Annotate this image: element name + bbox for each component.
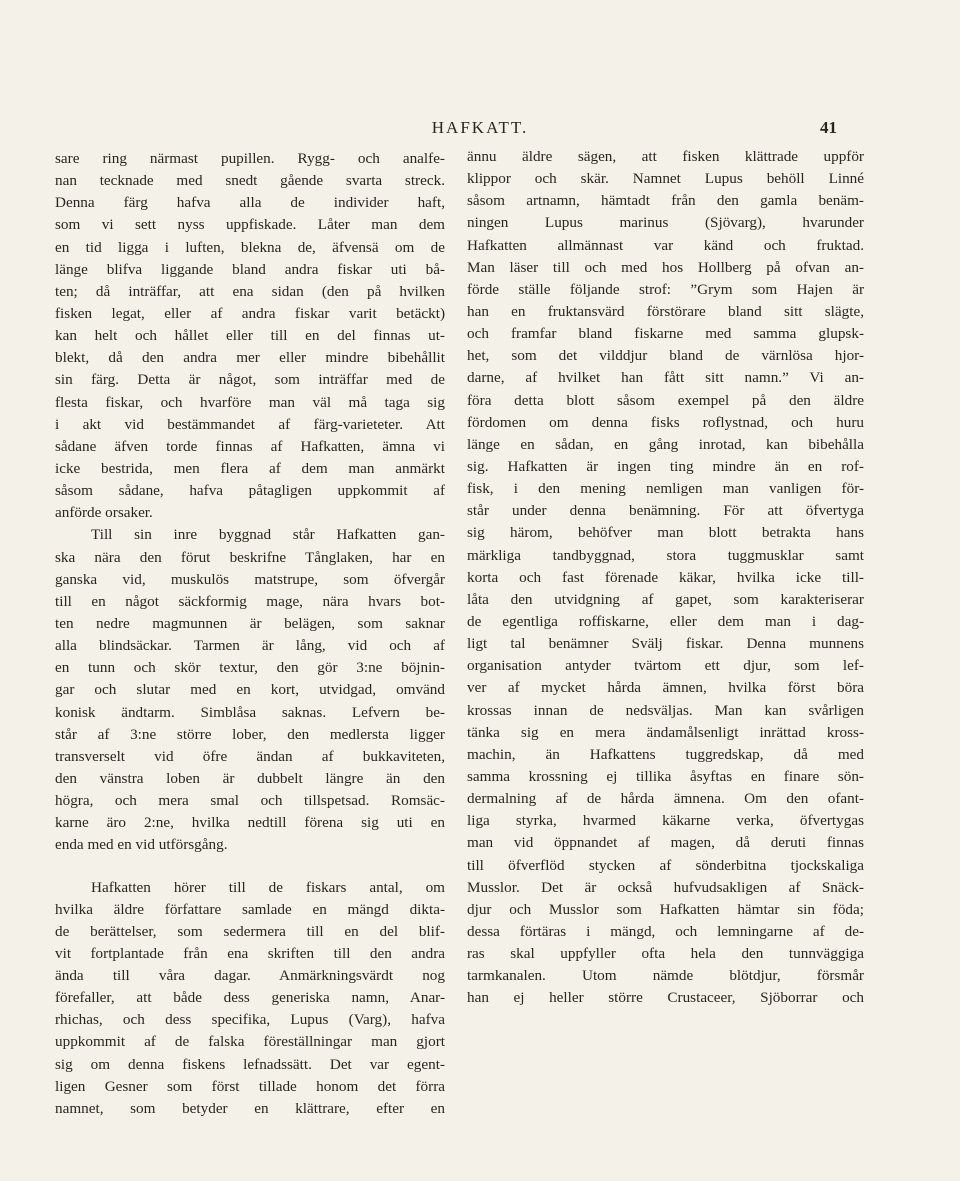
- text-line: konisk ändtarm. Simblåsa saknas. Lefvern be-: [55, 703, 445, 721]
- text-line: till en något säckformig mage, nära hvars bot-: [55, 592, 445, 610]
- text-line: uppkommit af de falska föreställningar man gjort: [55, 1033, 445, 1051]
- text-line: djur och Musslor som Hafkatten hämtar sin föda;: [467, 900, 864, 918]
- text-line: flesta fiskar, och hvarföre man väl må taga sig: [55, 393, 445, 411]
- running-title: HAFKATT.: [431, 118, 529, 137]
- text-line: en tid ligga i luften, blekna de, äfvensä om de: [55, 238, 445, 256]
- paragraph-3: [55, 877, 445, 1121]
- text-line: Hafkatten hörer till de fiskars antal, om: [91, 878, 445, 896]
- text-line: nan tecknade med snedt gående svarta streck.: [55, 172, 445, 190]
- text-line: kan helt och hållet eller till en del finnas ut-: [55, 327, 445, 345]
- text-line: darne, af hvilket han fått sitt namn.” Vi an-: [467, 369, 864, 387]
- paragraph-gap: [55, 857, 445, 877]
- text-line: dessa förtäras i mängd, och lemningarne af de-: [467, 922, 864, 940]
- text-line: sin färg. Detta är något, som inträffar med de: [55, 371, 445, 389]
- paragraph-2: [55, 524, 445, 856]
- text-line: ten; då inträffar, att ena sidan (den på hvilken: [55, 282, 445, 300]
- text-line: anförde orsaker.: [55, 504, 153, 522]
- text-line: enda med en vid utförsgång.: [55, 836, 228, 854]
- text-line: liga styrka, hvarmed käkarne verka, öfvertygas: [467, 812, 864, 830]
- text-line: tänka sig en mera ändamålsenligt inrättad kross-: [467, 723, 864, 741]
- text-line: de egentliga roffiskarne, eller dem man i dag-: [467, 612, 864, 630]
- text-line: länge blifva liggande bland andra fiskar uti bå-: [55, 260, 445, 278]
- text-line: märkliga tandbyggnad, stora tuggmusklar samt: [467, 546, 864, 564]
- left-column: [55, 148, 445, 1120]
- text-line: han en fruktansvärd förstörare bland sitt slägte,: [467, 302, 864, 320]
- text-line: organisation antyder tvärtom ett djur, som lef-: [467, 657, 864, 675]
- text-line: gar och slutar med en kort, utvidgad, omvänd: [55, 681, 445, 699]
- text-line: fisken legat, eller af andra fiskar varit betäckt): [55, 304, 445, 322]
- text-line: icke bestrida, men flera af dem man anmärkt: [55, 459, 445, 477]
- right-column: [467, 146, 864, 1009]
- text-line: i akt vid bestämmandet af färg-varieteter. Att: [55, 415, 445, 433]
- text-line: vit fortplantade från ena skriften till den andra: [55, 944, 445, 962]
- text-line: het, som det vilddjur bland de värnlösa hjor-: [467, 347, 864, 365]
- text-line: ska nära den förut beskrifne Tånglaken, har en: [55, 548, 445, 566]
- text-line: tarmkanalen. Utom nämde blötdjur, försmår: [467, 967, 864, 985]
- text-line: Hafkatten allmännast var känd och fruktad.: [467, 236, 864, 254]
- text-line: alla blindsäckar. Tarmen är lång, vid och af: [55, 637, 445, 655]
- page-number: 41: [820, 118, 837, 137]
- text-line: förde ställe följande strof: ”Grym som Hajen är: [467, 280, 864, 298]
- text-line: högra, och mera smal och tillspetsad. Romsäc-: [55, 792, 445, 810]
- text-line: såsom artnamn, hämtadt från den gamla benäm-: [467, 192, 864, 210]
- text-line: ten nedre magmunnen är belägen, som saknar: [55, 614, 445, 632]
- text-line: Musslor. Det är också hufvudsakligen af Snäck-: [467, 878, 864, 896]
- text-line: till öfverflöd stycken af sönderbitna tjockskaliga: [467, 856, 864, 874]
- text-line: han ej heller större Crustaceer, Sjöborrar och: [467, 989, 864, 1007]
- text-line: fisk, i den mening nemligen man vanligen för-: [467, 480, 864, 498]
- text-line: sig. Hafkatten är ingen ting mindre än en rof-: [467, 457, 864, 475]
- text-line: korta och fast förenade käkar, hvilka icke till-: [467, 568, 864, 586]
- text-line: en tunn och skör textur, den gör 3:ne böjnin-: [55, 659, 445, 677]
- text-line: klippor och skär. Namnet Lupus behöll Linné: [467, 170, 864, 188]
- text-line: ligen Gesner som först tillade honom det förra: [55, 1077, 445, 1095]
- text-line: rhichas, och dess specifika, Lupus (Varg), hafva: [55, 1011, 445, 1029]
- text-line: hvilka äldre författare samlade en mängd dikta-: [55, 900, 445, 918]
- text-line: de berättelser, som sedermera till en del blif-: [55, 922, 445, 940]
- text-line: transverselt vid öfre ändan af bukkaviteten,: [55, 747, 445, 765]
- text-line: sådane äfven torde finnas af Hafkatten, ämna vi: [55, 437, 445, 455]
- text-line: står under denna benämning. För att öfvertyga: [467, 502, 864, 520]
- text-line: den vänstra loben är dubbelt längre än den: [55, 769, 445, 787]
- text-line: såsom sådane, hafva påtagligen uppkommit af: [55, 482, 445, 500]
- text-line: ras skal uppfyller ofta hela den tunnväggiga: [467, 945, 864, 963]
- text-line: ningen Lupus marinus (Sjövarg), hvarunder: [467, 214, 864, 232]
- text-line: och framfar bland fiskarne med samma glupsk-: [467, 325, 864, 343]
- text-line: ligt tal benämner Svälj fiskar. Denna munnens: [467, 635, 864, 653]
- text-line: förefaller, att både dess generiska namn, Anar-: [55, 989, 445, 1007]
- text-line: samma krossning ej tillika åsyftas en finare sön-: [467, 767, 864, 785]
- text-line: krossas innan de nedsväljas. Man kan svårligen: [467, 701, 864, 719]
- text-line: sare ring närmast pupillen. Rygg- och analfe-: [55, 150, 445, 167]
- paragraph-1: [55, 148, 445, 524]
- text-line: sig härom, behöfver man blott betrakta hans: [467, 524, 864, 542]
- text-line: ver af mycket hårda ämnen, hvilka först böra: [467, 679, 864, 697]
- text-line: Man läser till och med hos Hollberg på ofvan an-: [467, 258, 864, 276]
- text-line: som vi sett nyss uppfiskade. Låter man dem: [55, 216, 445, 234]
- text-line: sig om denna fiskens lefnadssätt. Det var egent-: [55, 1055, 445, 1073]
- text-line: blekt, då den andra mer eller mindre bibehållit: [55, 349, 445, 367]
- text-line: ända till våra dagar. Anmärkningsvärdt nog: [55, 967, 445, 985]
- text-line: föra detta blott såsom exempel på den äldre: [467, 391, 864, 409]
- text-line: karne äro 2:ne, hvilka nedtill förena sig uti en: [55, 814, 445, 832]
- text-line: låta den utvidgning af gapet, som karakteriserar: [467, 590, 864, 608]
- text-line: Till sin inre byggnad står Hafkatten gan-: [91, 526, 445, 544]
- text-line: står af 3:ne större lober, den medlersta ligger: [55, 725, 445, 743]
- text-line: ännu äldre sägen, att fisken klättrade uppför: [467, 148, 864, 165]
- text-line: ganska vid, muskulös matstrupe, som öfvergår: [55, 570, 445, 588]
- text-line: machin, än Hafkattens tuggredskap, då med: [467, 745, 864, 763]
- text-line: dermalning af de hårda ämnena. Om den ofant-: [467, 790, 864, 808]
- text-line: namnet, som betyder en klättrare, efter en: [55, 1099, 445, 1117]
- text-line: Denna färg hafva alla de individer haft,: [55, 194, 445, 212]
- text-line: länge en sådan, en gång inrotad, kan bibehålla: [467, 435, 864, 453]
- text-line: fördomen om denna fisks roflystnad, och huru: [467, 413, 864, 431]
- text-line: man vid öppnandet af magen, då deruti finnas: [467, 834, 864, 852]
